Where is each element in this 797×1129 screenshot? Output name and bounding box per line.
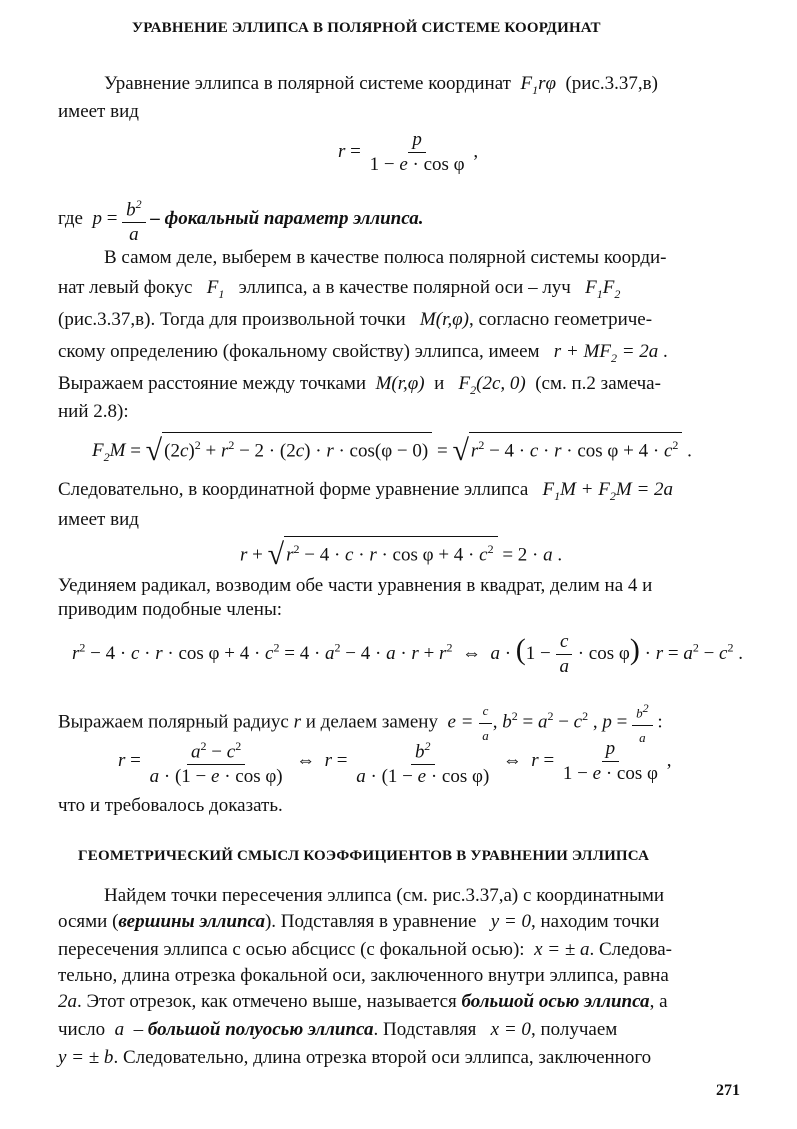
paragraph-line: осями (вершины эллипса). Подставляя в уравнение y = 0, находим точки xyxy=(58,911,660,932)
paragraph-line xyxy=(104,72,658,102)
paragraph-line: имеет вид xyxy=(58,509,139,530)
formula-radical: r + √ $r^2 - 4 \cdot c \cdot r \cdot \cos \varphi + 4 \cdot c^2 = 2 \cdot a$ . xyxy=(240,536,562,567)
paragraph-line: Выражаем расстояние между точками M(r,φ) и $F_2(2c$, 0) (см. п.2 замеча- xyxy=(58,373,661,397)
paragraph-line: пересечения эллипса с осью абсцисс (с фокальной осью): x = ± a. Следова- xyxy=(58,939,672,960)
paragraph-line: y = ± b. Следовательно, длина отрезка второй оси эллипса, заключенного xyxy=(58,1047,652,1068)
paragraph-line: имеет вид xyxy=(58,101,139,122)
text: Уравнение эллипса в полярной системе координат xyxy=(104,73,511,94)
text: (рис.3.37,в) xyxy=(565,73,658,94)
paragraph-line: тельно, длина отрезка фокальной оси, заключенного внутри эллипса, равна xyxy=(58,965,669,986)
formula-polar: r = $\frac{p}{\text{1 − e · cos φ}}$ , xyxy=(338,129,479,175)
formula: $F_1r\varphi$ xyxy=(515,73,561,97)
section-heading: УРАВНЕНИЕ ЭЛЛИПСА В ПОЛЯРНОЙ СИСТЕМЕ КООРДИНАТ xyxy=(132,20,601,36)
focal-param-line: где p = $\frac{b^2}{a}$ – фокальный параметр эллипса. xyxy=(58,192,423,247)
section-heading: ГЕОМЕТРИЧЕСКИЙ СМЫСЛ КОЭФФИЦИЕНТОВ В УРАВНЕНИИ ЭЛЛИПСА xyxy=(78,848,650,864)
paragraph-line: скому определению (фокальному свойству) эллипса, имеем $r + MF_2 = 2a$ . xyxy=(58,341,668,365)
paragraph-line: приводим подобные члены: xyxy=(58,599,282,620)
page-number: 271 xyxy=(716,1082,740,1099)
paragraph-line: Выражаем полярный радиус r и делаем замену e = $\frac{c}{a}$ , $b^2 = a^2 - c^2$ , p = $\frac{b^2}{a}$ : xyxy=(58,696,663,750)
paragraph-line: что и требовалось доказать. xyxy=(58,795,283,816)
paragraph-line: Найдем точки пересечения эллипса (см. рис.3.37,а) с координатными xyxy=(104,885,665,906)
paragraph-line: число a – большой полуосью эллипса. Подставляя x = 0, получаем xyxy=(58,1019,618,1040)
paragraph-line: 2a. Этот отрезок, как отмечено выше, называется большой осью эллипса, а xyxy=(58,991,668,1012)
paragraph-line: Уединяем радикал, возводим обе части уравнения в квадрат, делим на 4 и xyxy=(58,575,653,596)
paragraph-line: ний 2.8): xyxy=(58,401,129,422)
paragraph-line: (рис.3.37,в). Тогда для произвольной точки M(r,φ), согласно геометриче- xyxy=(58,309,653,330)
formula-f2m: $F_2M$ = √ $(2c)^2 + r^2 - 2 \cdot (2c) \cdot r \cdot \cos(\varphi - 0)$ = √ $r^2 - 4 \cdot c \cdot r \cdot \cos \varphi + 4 \cdot c^2$ . xyxy=(92,432,692,469)
paragraph-line: В самом деле, выберем в качестве полюса полярной системы коорди- xyxy=(104,247,667,268)
paragraph-line: Следовательно, в координатной форме уравнение эллипса $F_1M + F_2M = 2a$ xyxy=(58,479,674,503)
formula-squared: $r^2 - 4 \cdot c \cdot r \cdot \cos \varphi + 4 \cdot c^2 = 4 \cdot a^2 - 4 \cdot a \cdot r + r^2$ ⇔ a · (1 − $\frac{c}{a}$ · $\cos \varphi) \cdot r = a^2 - c^2$ . xyxy=(72,631,743,677)
formula-result: r = $\frac{a^2 - c^2}{\text{a · (1 − e · cos φ)}}$ ⇔ r = $\frac{b^2}{\text{a · (1 − e · cos φ)}}$ ⇔ r = $\frac{p}{\text{1 − e · cos φ}}$ , xyxy=(118,734,671,789)
paragraph-line: нат левый фокус $F_1$ эллипса, а в качестве полярной оси – луч $F_1F_2$ xyxy=(58,277,621,301)
